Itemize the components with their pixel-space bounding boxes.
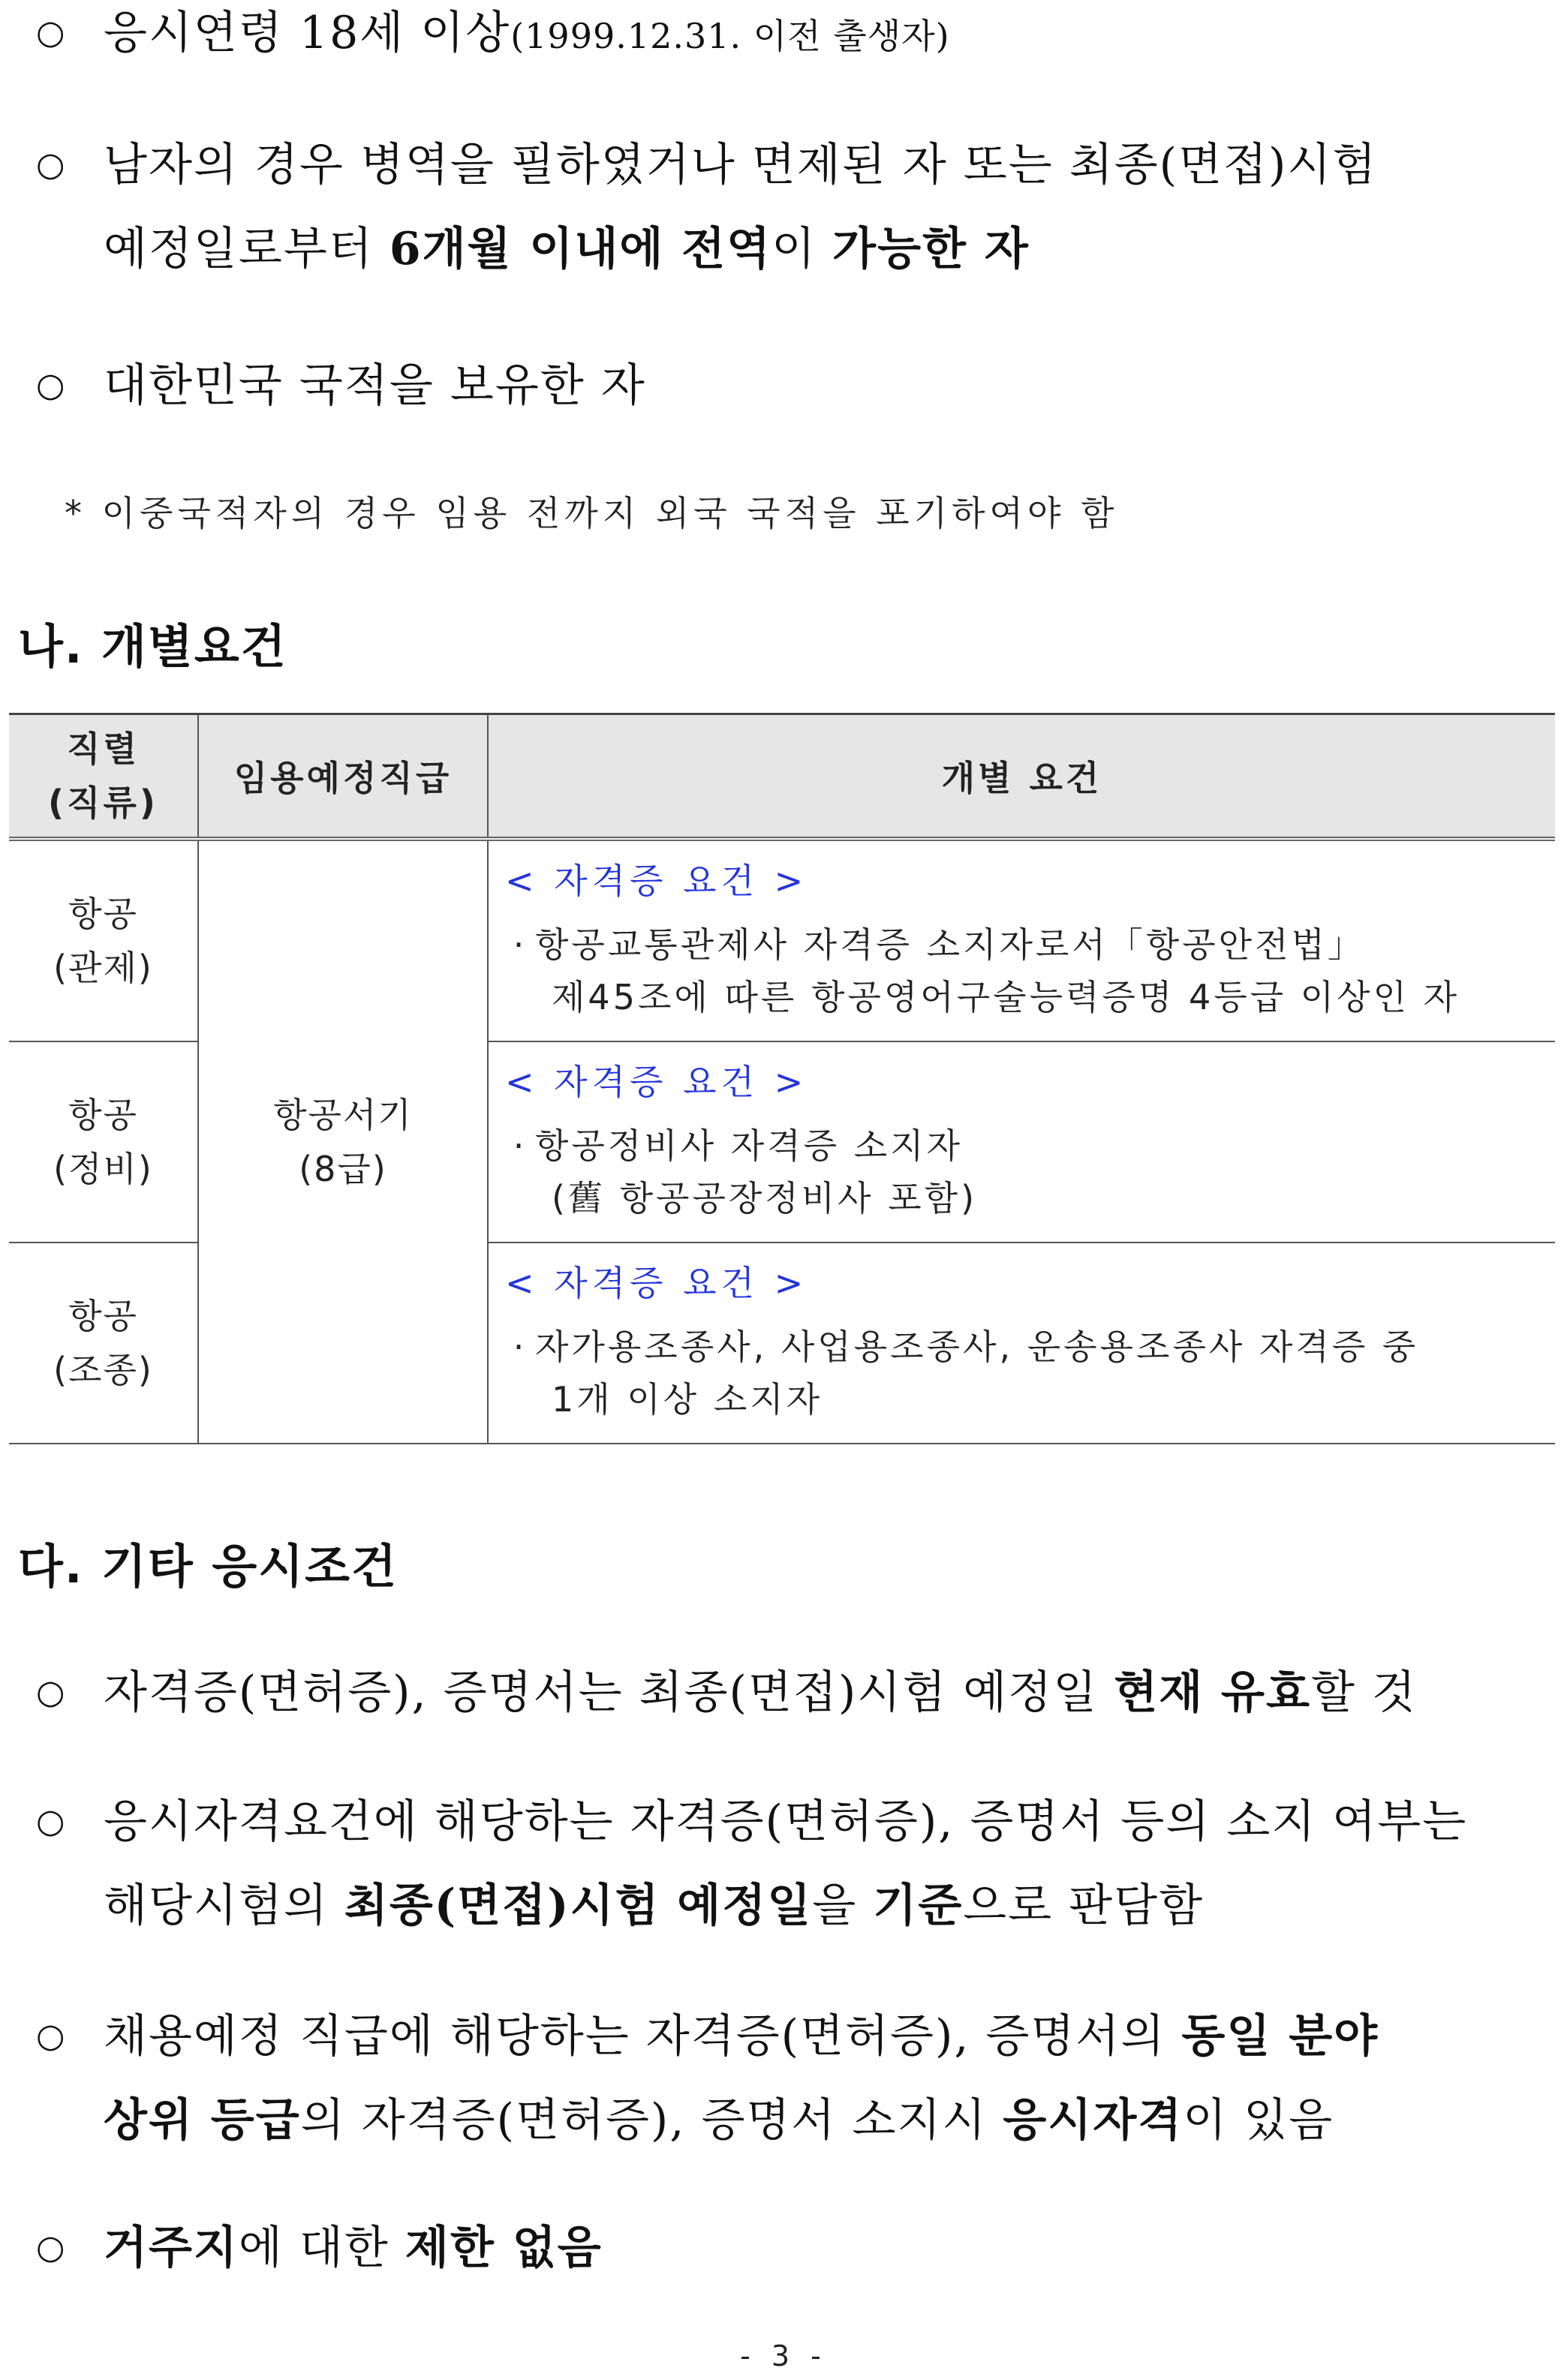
header-track: 직렬 (직류) xyxy=(9,714,198,840)
military-line2-bold: 6개월 이내에 전역 xyxy=(389,223,772,275)
requirement-cell: < 자격증 요건 > · 항공교통관제사 자격증 소지자로서「항공안전법」 제45조에 따른 항공영어구술능력증명 4등급 이상인 자 xyxy=(488,839,1555,1041)
header-requirements: 개별 요건 xyxy=(488,714,1555,840)
requirement-title: < 자격증 요건 > xyxy=(505,861,808,901)
requirements-table xyxy=(9,713,1555,1444)
circle-bullet-icon: ○ xyxy=(36,1673,67,1711)
military-line1: 남자의 경우 병역을 필하였거나 면제된 자 또는 최종(면접)시험 xyxy=(104,139,1378,191)
circle-bullet-icon: ○ xyxy=(36,366,67,404)
table-row xyxy=(9,839,1555,1041)
circle-bullet-icon: ○ xyxy=(36,14,67,52)
residence-condition: ○ 거주지에 대한 제한 없음 xyxy=(36,2206,1549,2290)
military-line2-bold2: 가능한 자 xyxy=(832,223,1030,275)
circle-bullet-icon: ○ xyxy=(36,2228,67,2267)
requirement-cell: < 자격증 요건 > · 자가용조종사, 사업용조종사, 운송용조종사 자격증 중 1개 이상 소지자 xyxy=(488,1243,1555,1444)
military-line2-c: 이 xyxy=(771,223,833,275)
validity-condition: ○ 자격증(면허증), 증명서는 최종(면접)시험 예정일 현재 유효할 것 xyxy=(36,1651,1549,1735)
age-main: 응시연령 18세 이상 xyxy=(104,7,511,59)
section-b-heading: 나. 개별요건 xyxy=(18,619,287,674)
page-number: - 3 - xyxy=(740,2339,827,2372)
basis-condition: ○ 응시자격요건에 해당하는 자격증(면허증), 증명서 등의 소지 여부는 해당시험의 최종(면접)시험 예정일을 기준으로 판담함 xyxy=(36,1780,1549,1948)
higher-grade-condition: ○ 채용예정 직급에 해당하는 자격증(면허증), 증명서의 동일 분야 상위 등급의 자격증(면허증), 증명서 소지시 응시자격이 있음 xyxy=(36,1994,1549,2162)
grade-cell: 항공서기 (8급) xyxy=(198,839,488,1444)
track-cell: 항공 (조종) xyxy=(9,1243,198,1444)
nationality-requirement xyxy=(36,344,1549,428)
requirement-title: < 자격증 요건 > xyxy=(505,1263,808,1303)
circle-bullet-icon: ○ xyxy=(36,2017,67,2055)
circle-bullet-icon: ○ xyxy=(36,146,67,184)
military-requirement xyxy=(36,123,1549,291)
header-grade: 임용예정직급 xyxy=(198,714,488,840)
nationality-text: 대한민국 국적을 보유한 자 xyxy=(104,359,646,412)
requirement-cell: < 자격증 요건 > · 항공정비사 자격증 소지자 (舊 항공공장정비사 포함) xyxy=(488,1041,1555,1243)
age-requirement xyxy=(36,0,1549,78)
dual-nationality-note: * 이중국적자의 경우 임용 전까지 외국 국적을 포기하여야 함 xyxy=(65,493,1119,533)
section-c-heading: 다. 기타 응시조건 xyxy=(18,1539,398,1594)
military-line2-a: 예정일로부터 xyxy=(104,223,389,275)
circle-bullet-icon: ○ xyxy=(36,1802,67,1841)
track-cell: 항공 (관제) xyxy=(9,839,198,1041)
age-paren: (1999.12.31. 이전 출생자) xyxy=(510,16,950,56)
track-cell: 항공 (정비) xyxy=(9,1041,198,1243)
requirement-title: < 자격증 요건 > xyxy=(505,1062,808,1102)
